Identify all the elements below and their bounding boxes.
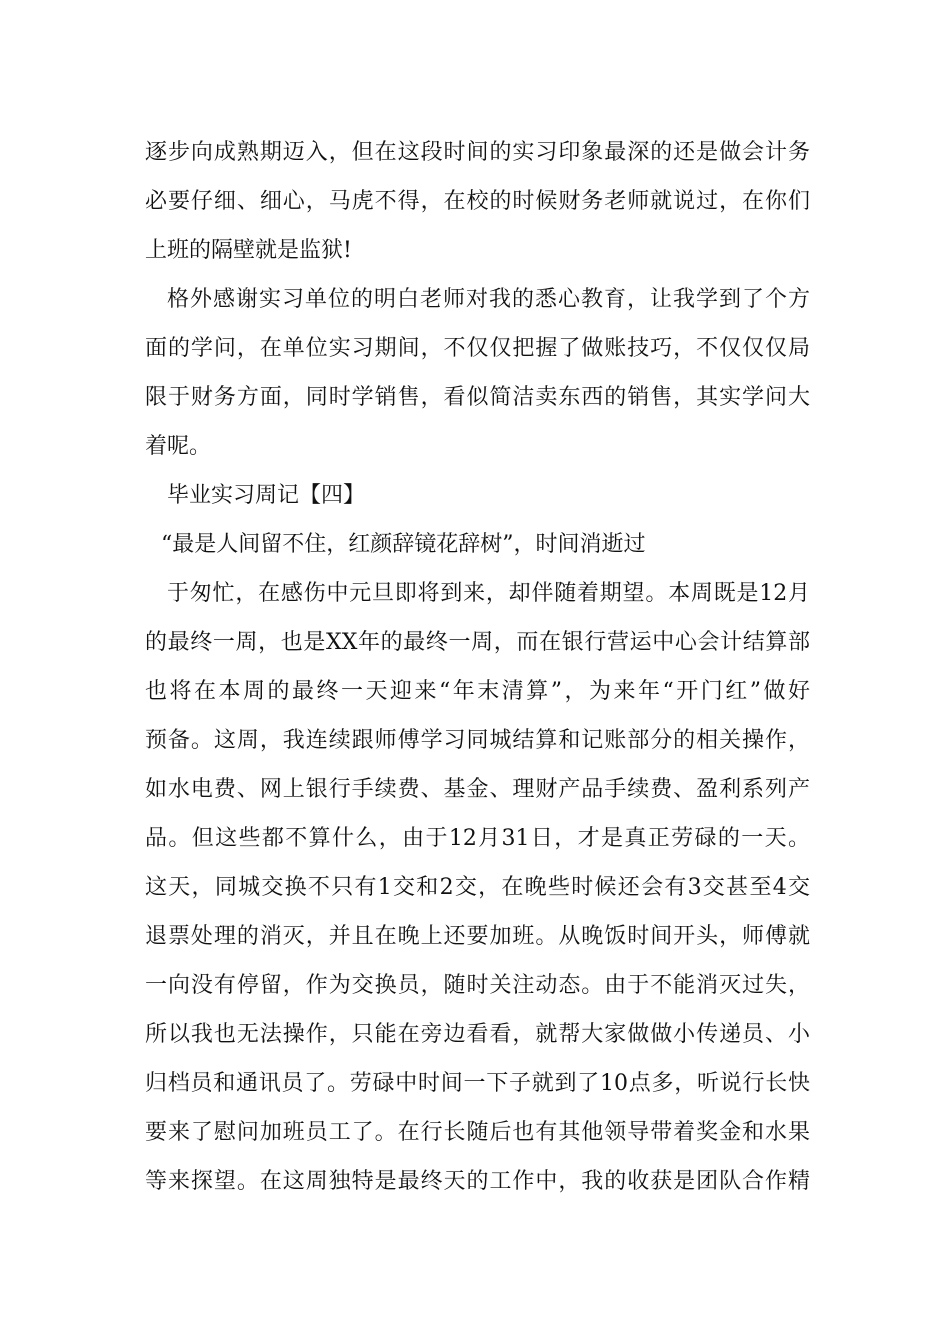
text-line: 限于财务方面，同时学销售，看似简洁卖东西的销售，其实学问大 [145, 385, 810, 410]
text-line: 逐步向成熟期迈入，但在这段时间的实习印象最深的还是做会计务 [145, 140, 810, 165]
text-line: 退票处理的消灭，并且在晚上还要加班。从晚饭时间开头，师傅就 [145, 924, 810, 949]
body-text [145, 128, 810, 1206]
text-line: 格外感谢实习单位的明白老师对我的悉心教育，让我学到了个方 [167, 287, 810, 312]
text-line: 等来探望。在这周独特是最终天的工作中，我的收获是团队合作精 [145, 1169, 810, 1194]
text-line: 也将在本周的最终一天迎来“年末清算”，为来年“开门红”做好 [145, 679, 810, 704]
text-line: 于匆忙，在感伤中元旦即将到来，却伴随着期望。本周既是12月 [167, 581, 810, 606]
text-line: 所以我也无法操作，只能在旁边看看，就帮大家做做小传递员、小 [145, 1022, 810, 1047]
text-line: 这天，同城交换不只有1交和2交，在晚些时候还会有3交甚至4交 [145, 875, 810, 900]
text-line: 如水电费、网上银行手续费、基金、理财产品手续费、盈利系列产 [145, 777, 810, 802]
section-heading: 毕业实习周记【四】 [167, 483, 366, 508]
text-line: 面的学问，在单位实习期间，不仅仅把握了做账技巧，不仅仅仅局 [145, 336, 810, 361]
text-line: 的最终一周，也是XX年的最终一周，而在银行营运中心会计结算部 [145, 630, 810, 655]
text-line: 品。但这些都不算什么，由于12月31日，才是真正劳碌的一天。 [145, 826, 810, 851]
text-line: “最是人间留不住，红颜辞镜花辞树”，时间消逝过 [161, 532, 646, 557]
text-line: 着呢。 [145, 434, 212, 459]
text-line: 归档员和通讯员了。劳碌中时间一下子就到了10点多，听说行长快 [145, 1071, 810, 1096]
text-line: 一向没有停留，作为交换员，随时关注动态。由于不能消灭过失， [145, 973, 810, 998]
text-line: 上班的隔壁就是监狱! [145, 238, 352, 263]
text-line: 必要仔细、细心，马虎不得，在校的时候财务老师就说过，在你们 [145, 189, 810, 214]
text-line: 要来了慰问加班员工了。在行长随后也有其他领导带着奖金和水果 [145, 1120, 810, 1145]
text-line: 预备。这周，我连续跟师傅学习同城结算和记账部分的相关操作， [145, 728, 810, 753]
